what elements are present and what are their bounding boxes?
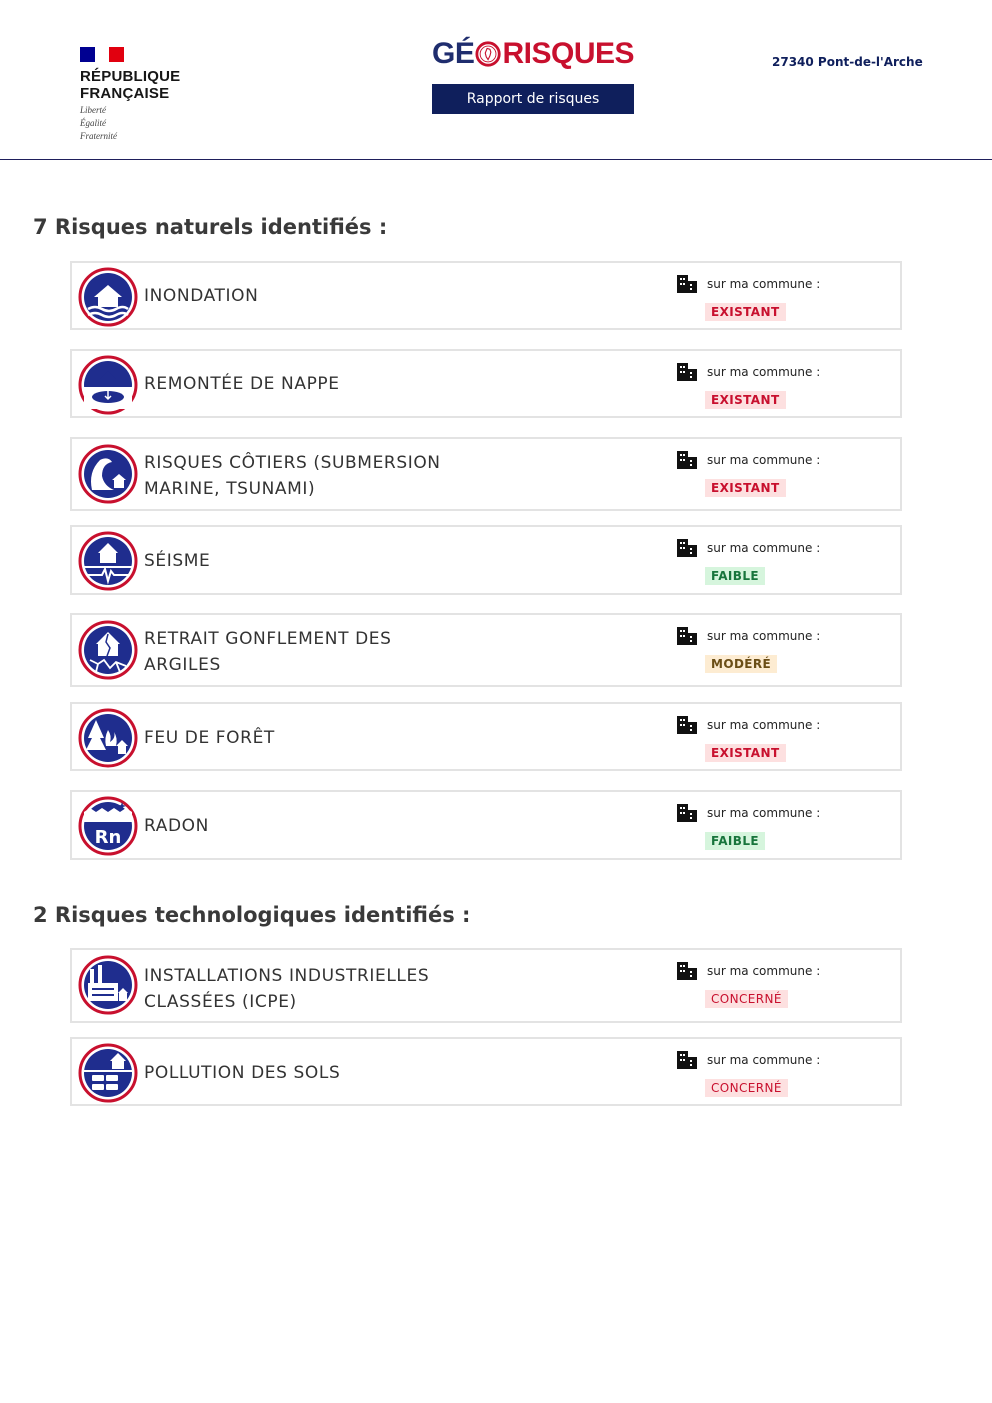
risk-label: FEU DE FORÊT (144, 728, 275, 748)
industry-icon (78, 955, 138, 1015)
risk-label (144, 450, 464, 502)
building-icon (676, 625, 698, 645)
risk-label-text: RETRAIT GONFLEMENT DES ARGILES (144, 629, 392, 675)
svg-text:Rn: Rn (94, 827, 122, 848)
commune-label: sur ma commune : (707, 629, 821, 643)
risk-card-feu-foret (70, 702, 902, 771)
risk-card-icpe (70, 948, 902, 1023)
status-badge: FAIBLE (705, 832, 765, 850)
motto-egalite: Égalité (80, 118, 106, 128)
building-icon (676, 714, 698, 734)
groundwater-icon (78, 355, 138, 415)
commune-label: sur ma commune : (707, 1053, 821, 1067)
status-badge: CONCERNÉ (705, 1079, 788, 1097)
status-badge: MODÉRÉ (705, 655, 777, 673)
risk-label: POLLUTION DES SOLS (144, 1063, 341, 1083)
commune-label: sur ma commune : (707, 718, 821, 732)
building-icon (676, 273, 698, 293)
brand-part-2: RISQUES (502, 37, 634, 70)
commune-label: sur ma commune : (707, 453, 821, 467)
risk-label: INONDATION (144, 286, 259, 306)
risk-label: RADON (144, 816, 209, 836)
risk-card-retrait-argiles (70, 613, 902, 687)
radon-icon (78, 796, 138, 856)
building-icon (676, 1049, 698, 1069)
french-flag-icon (80, 47, 124, 62)
risk-label-text: RISQUES CÔTIERS (SUBMERSION MARINE, TSUNAMI) (144, 453, 441, 499)
risk-card-seisme (70, 525, 902, 595)
soil-pollution-icon (78, 1043, 138, 1103)
building-icon (676, 537, 698, 557)
france-map-icon (475, 40, 501, 68)
risk-label (144, 963, 474, 1015)
building-icon (676, 449, 698, 469)
republic-line-2: FRANÇAISE (80, 85, 170, 102)
risk-card-pollution-sols (70, 1037, 902, 1106)
brand-title (432, 36, 634, 72)
commune-label: sur ma commune : (707, 964, 821, 978)
motto-liberte: Liberté (80, 105, 106, 115)
status-badge: CONCERNÉ (705, 990, 788, 1008)
location-label: 27340 Pont-de-l'Arche (772, 55, 923, 69)
status-badge: EXISTANT (705, 391, 786, 409)
commune-label: sur ma commune : (707, 806, 821, 820)
motto-fraternite: Fraternité (80, 131, 117, 141)
technological-risks-title: 2 Risques technologiques identifiés : (33, 903, 471, 927)
natural-risks-title: 7 Risques naturels identifiés : (33, 215, 388, 239)
status-badge: FAIBLE (705, 567, 765, 585)
commune-label: sur ma commune : (707, 365, 821, 379)
risk-card-remontee-nappe (70, 349, 902, 418)
forest-fire-icon (78, 708, 138, 768)
commune-label: sur ma commune : (707, 541, 821, 555)
republic-line-1: RÉPUBLIQUE (80, 68, 181, 85)
building-icon (676, 361, 698, 381)
coastal-wave-icon (78, 444, 138, 504)
brand-part-1: GÉ (432, 37, 475, 70)
building-icon (676, 960, 698, 980)
commune-label: sur ma commune : (707, 277, 821, 291)
risk-card-risques-cotiers (70, 437, 902, 511)
georisques-logo (432, 36, 634, 114)
report-type-badge: Rapport de risques (432, 84, 634, 114)
flood-icon (78, 267, 138, 327)
risk-label (144, 626, 434, 678)
risk-card-inondation (70, 261, 902, 330)
building-icon (676, 802, 698, 822)
risk-label-text: INSTALLATIONS INDUSTRIELLES CLASSÉES (ICPE) (144, 966, 430, 1012)
risk-card-radon (70, 790, 902, 860)
status-badge: EXISTANT (705, 303, 786, 321)
earthquake-icon (78, 531, 138, 591)
risk-label: SÉISME (144, 551, 211, 571)
status-badge: EXISTANT (705, 479, 786, 497)
clay-crack-icon (78, 620, 138, 680)
republique-francaise-logo (80, 47, 180, 141)
risk-label: REMONTÉE DE NAPPE (144, 374, 340, 394)
report-header (0, 0, 992, 160)
status-badge: EXISTANT (705, 744, 786, 762)
